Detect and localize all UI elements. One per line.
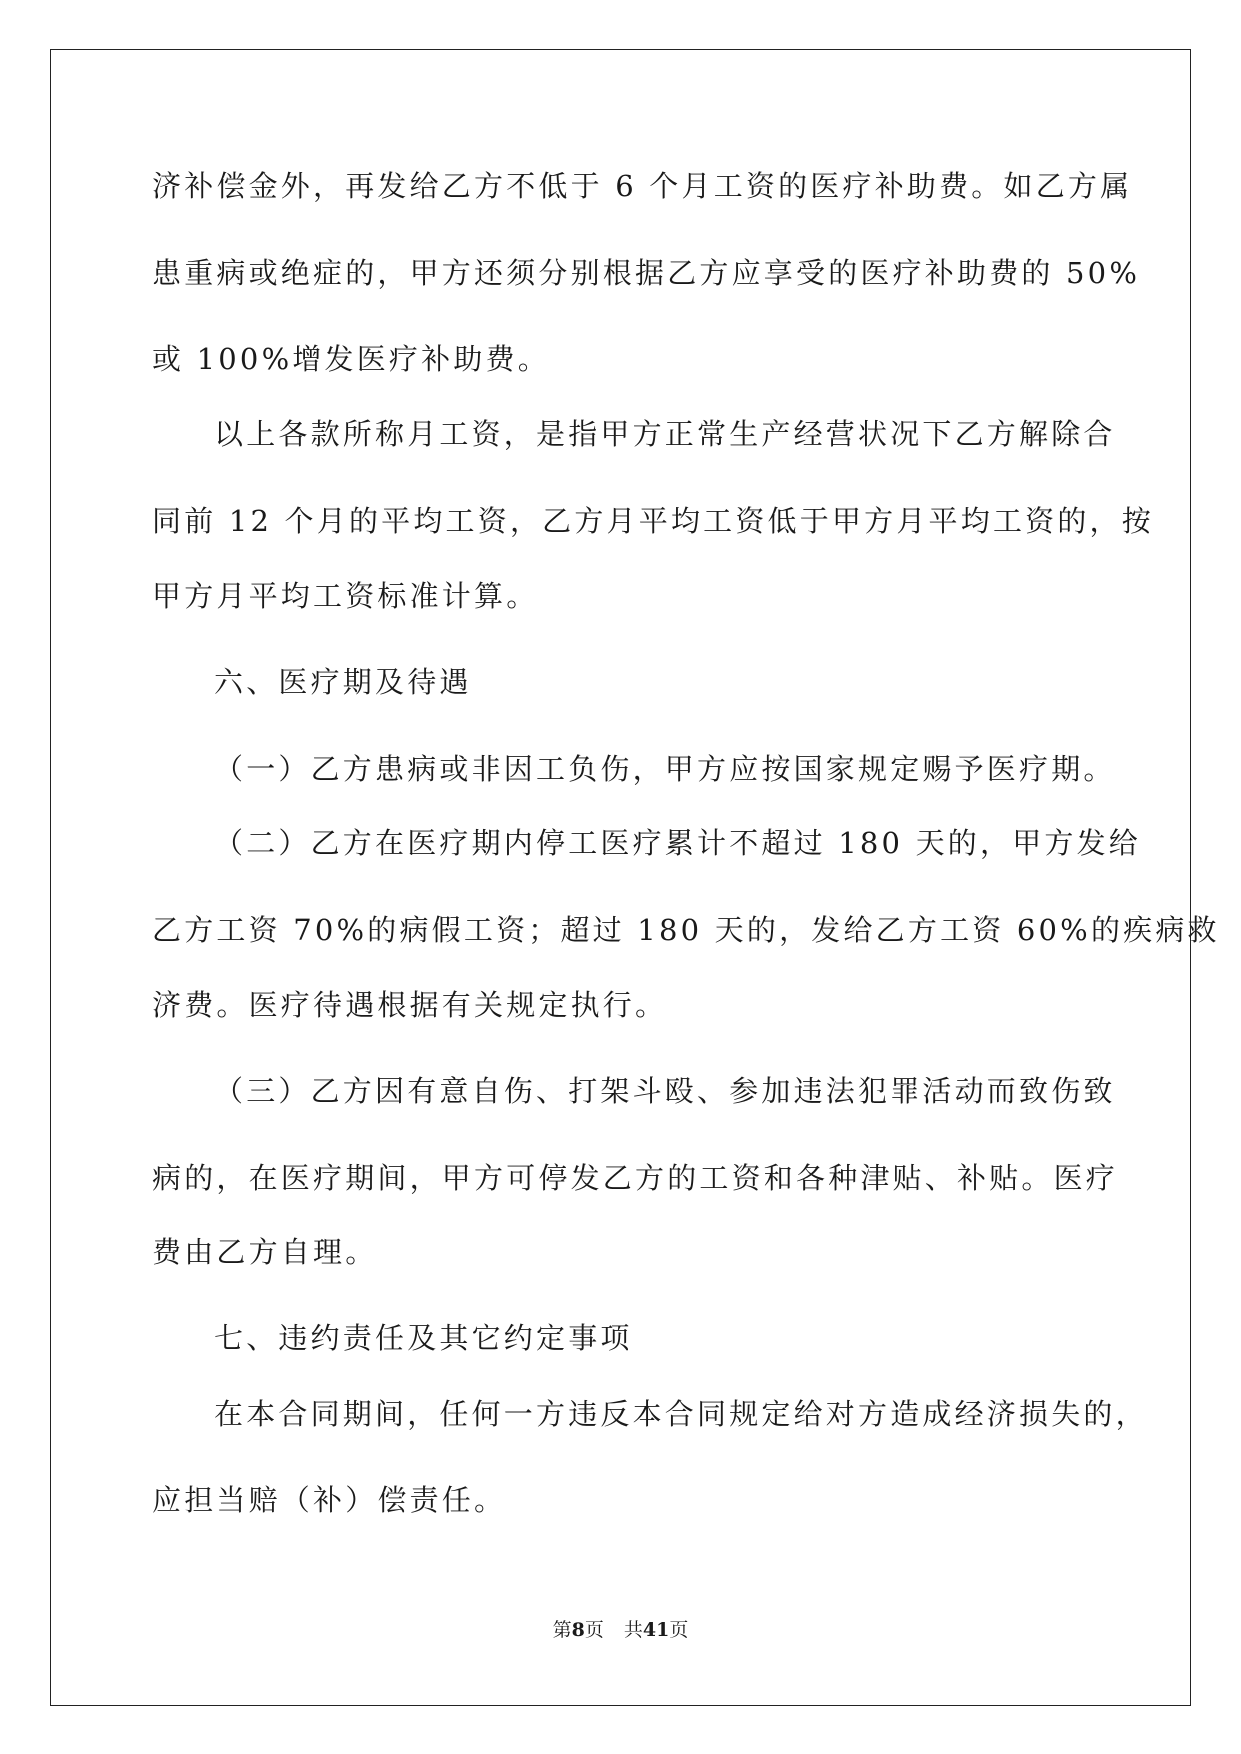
body-line-4: 以上各款所称月工资，是指甲方正常生产经营状况下乙方解除合	[214, 417, 1116, 451]
page-border	[50, 49, 1191, 1706]
total-prefix: 共	[623, 1619, 643, 1641]
body-line-2: 患重病或绝症的，甲方还须分别根据乙方应享受的医疗补助费的 50%	[152, 256, 1141, 290]
body-line-1: 济补偿金外，再发给乙方不低于 6 个月工资的医疗补助费。如乙方属	[152, 169, 1133, 203]
section-heading-6: 六、医疗期及待遇	[214, 665, 472, 699]
body-line-3: 或 100%增发医疗补助费。	[152, 342, 550, 376]
body-line-5: 同前 12 个月的平均工资，乙方月平均工资低于甲方月平均工资的，按	[152, 504, 1154, 538]
page-number: 8	[571, 1619, 585, 1641]
body-line-9: （二）乙方在医疗期内停工医疗累计不超过 180 天的，甲方发给	[214, 826, 1141, 860]
body-line-17: 应担当赔（补）偿责任。	[152, 1483, 507, 1517]
body-line-16: 在本合同期间，任何一方违反本合同规定给对方造成经济损失的，	[214, 1397, 1148, 1431]
body-line-10: 乙方工资 70%的病假工资；超过 180 天的，发给乙方工资 60%的疾病救	[152, 913, 1220, 947]
body-line-11: 济费。医疗待遇根据有关规定执行。	[152, 988, 668, 1022]
body-line-12: （三）乙方因有意自伤、打架斗殴、参加违法犯罪活动而致伤致	[214, 1074, 1116, 1108]
total-pages: 41	[642, 1619, 670, 1641]
body-line-8: （一）乙方患病或非因工负伤，甲方应按国家规定赐予医疗期。	[214, 752, 1116, 786]
body-line-6: 甲方月平均工资标准计算。	[152, 579, 539, 613]
page-suffix: 页	[584, 1619, 604, 1641]
total-suffix: 页	[669, 1619, 689, 1641]
page-prefix: 第	[552, 1619, 572, 1641]
page-footer	[0, 1618, 1241, 1642]
body-line-14: 费由乙方自理。	[152, 1235, 378, 1269]
body-line-13: 病的，在医疗期间，甲方可停发乙方的工资和各种津贴、补贴。医疗	[152, 1161, 1119, 1195]
section-heading-7: 七、违约责任及其它约定事项	[214, 1321, 633, 1355]
